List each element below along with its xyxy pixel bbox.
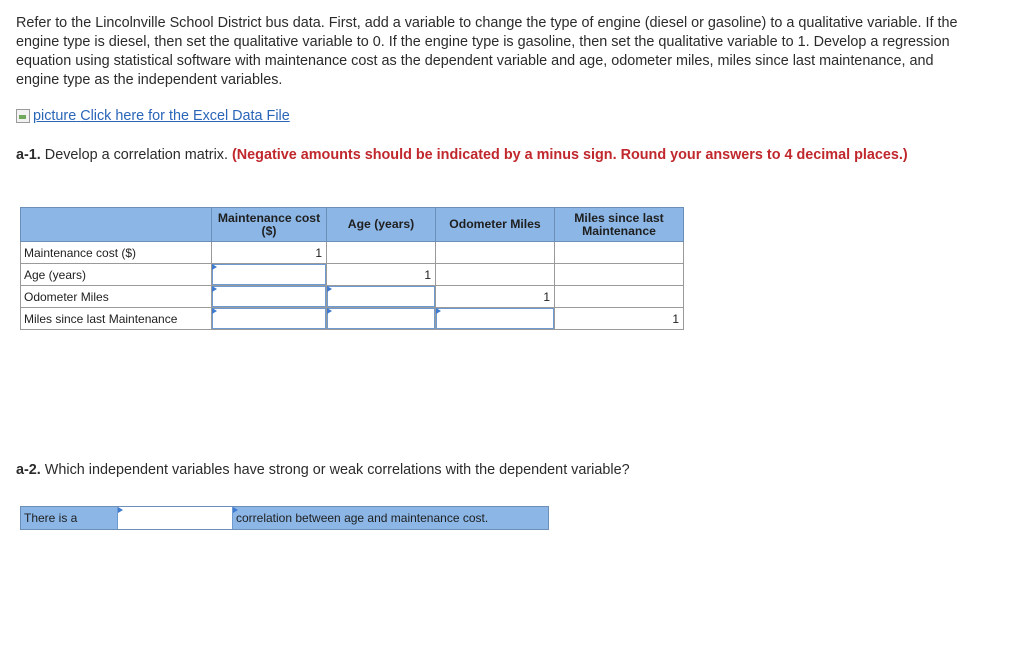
empty-cell [436,242,555,264]
file-link-label: Click here for the Excel Data File [80,108,290,124]
question-a1-number: a-1. [16,147,41,163]
excel-data-file-link[interactable] [16,108,290,124]
matrix-row-maintenance-cost [21,242,684,264]
corr-milessince-age-input[interactable] [327,308,435,329]
col-header-age: Age (years) [327,208,436,242]
row-label-miles-since: Miles since last Maintenance [21,308,212,330]
answer-cell [212,264,327,286]
matrix-corner-header [21,208,212,242]
correlation-matrix [20,207,684,330]
input-marker-icon [212,286,217,292]
answer-cell [436,308,555,330]
dropdown-marker-right-icon [233,507,238,513]
question-a1 [16,146,976,165]
empty-cell [555,242,684,264]
empty-cell [555,264,684,286]
question-a2-text: Which independent variables have strong or weak correlations with the dependent variable? [40,462,630,478]
answer-row [20,506,549,530]
matrix-row-miles-since [21,308,684,330]
row-label-maintenance-cost: Maintenance cost ($) [21,242,212,264]
question-a1-text: Develop a correlation matrix. [40,147,232,163]
picture-icon [16,109,30,123]
dropdown-marker-icon [118,507,123,513]
answer-cell [327,286,436,308]
file-link-alt: picture [33,108,77,124]
diagonal-cell: 1 [555,308,684,330]
col-header-miles-since: Miles since last Maintenance [555,208,684,242]
input-marker-icon [436,308,441,314]
diagonal-cell: 1 [327,264,436,286]
answer-cell [327,308,436,330]
answer-suffix: correlation between age and maintenance cost. [236,511,489,525]
col-header-odometer: Odometer Miles [436,208,555,242]
question-a2 [16,462,630,478]
intro-paragraph: Refer to the Lincolnville School District bus data. First, add a variable to change the type of engine (diesel or gasoline) to a qualitative variable. If the engine type is diesel, then set the qualitative variable to 0. If the engine type is gasoline, then set the qualitative variable to 1. Develop a regression equation using statistical software with maintenance cost as the dependent variable and age, odometer miles, miles since last maintenance, and engine type as the independent variables. [16,15,958,88]
matrix-row-odometer [21,286,684,308]
corr-milessince-maintenance-input[interactable] [212,308,326,329]
col-header-maintenance-cost: Maintenance cost ($) [212,208,327,242]
empty-cell [436,264,555,286]
answer-prefix: There is a [24,511,78,525]
correlation-strength-dropdown[interactable] [117,507,233,529]
corr-milessince-odometer-input[interactable] [436,308,554,329]
input-marker-icon [212,308,217,314]
diagonal-cell: 1 [436,286,555,308]
input-marker-icon [327,308,332,314]
row-label-odometer: Odometer Miles [21,286,212,308]
matrix-row-age [21,264,684,286]
answer-cell [212,286,327,308]
empty-cell [555,286,684,308]
row-label-age: Age (years) [21,264,212,286]
empty-cell [327,242,436,264]
diagonal-cell: 1 [212,242,327,264]
corr-age-maintenance-input[interactable] [212,264,326,285]
question-a1-instruction: (Negative amounts should be indicated by a minus sign. Round your answers to 4 decimal places.) [231,147,908,163]
input-marker-icon [327,286,332,292]
corr-odometer-maintenance-input[interactable] [212,286,326,307]
input-marker-icon [212,264,217,270]
answer-cell [212,308,327,330]
question-a2-number: a-2. [16,462,41,478]
corr-odometer-age-input[interactable] [327,286,435,307]
